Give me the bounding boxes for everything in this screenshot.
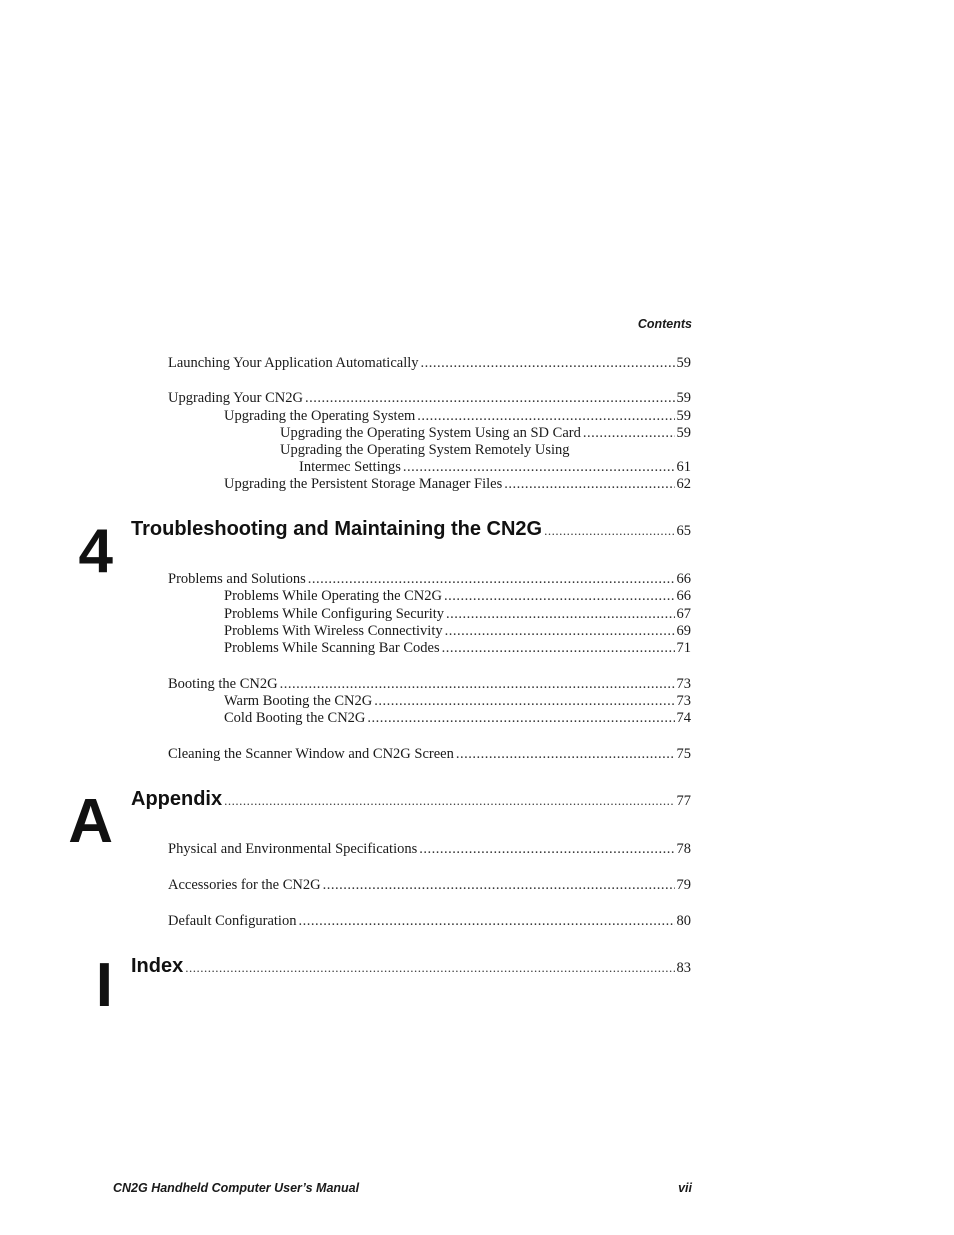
footer-manual-title: CN2G Handheld Computer User’s Manual [113, 1181, 360, 1195]
toc-entry[interactable] [224, 623, 691, 640]
toc-entry[interactable] [224, 476, 691, 493]
dot-leader [583, 425, 675, 442]
toc-entry-page: 73 [676, 676, 691, 692]
toc-entry-page: 66 [676, 571, 691, 587]
index-page: 83 [676, 960, 691, 976]
toc-entry-page: 71 [676, 640, 691, 656]
dot-leader [298, 913, 674, 930]
toc-entry[interactable] [224, 588, 691, 605]
appendix-page: 77 [676, 793, 691, 809]
toc-entry-page: 59 [676, 355, 691, 371]
dot-leader [185, 960, 674, 976]
toc-entry-page: 78 [676, 841, 691, 857]
chapter-title: Troubleshooting and Maintaining the CN2G [131, 518, 543, 540]
dot-leader [442, 640, 675, 657]
toc-entry-title: Warm Booting the CN2G [224, 693, 373, 709]
toc-entry-title: Booting the CN2G [168, 676, 278, 692]
toc-entry[interactable] [168, 841, 691, 858]
toc-entry[interactable] [224, 408, 691, 425]
toc-entry[interactable] [168, 877, 691, 894]
toc-entry-page: 79 [676, 877, 691, 893]
toc-entry-title: Physical and Environmental Specifications [168, 841, 418, 857]
toc-entry-title: Intermec Settings [299, 459, 401, 475]
dot-leader [323, 877, 675, 894]
appendix-heading[interactable] [131, 788, 691, 811]
toc-entry[interactable] [168, 571, 691, 588]
toc-entry[interactable] [299, 459, 691, 476]
toc-entry-page: 75 [676, 746, 691, 762]
dot-leader [504, 476, 674, 493]
toc-entry-page: 80 [676, 913, 691, 929]
dot-leader [445, 623, 675, 640]
dot-leader [403, 459, 675, 476]
dot-leader [446, 606, 674, 623]
dot-leader [367, 710, 674, 727]
toc-entry-page: 61 [676, 459, 691, 475]
dot-leader [456, 746, 675, 763]
toc-entry[interactable] [224, 640, 691, 657]
dot-leader [305, 390, 675, 407]
toc-entry-title: Problems While Configuring Security [224, 606, 445, 622]
toc-entry-page: 74 [676, 710, 691, 726]
toc-entry-title: Default Configuration [168, 913, 297, 929]
dot-leader [419, 841, 674, 858]
index-title: Index [131, 955, 184, 977]
toc-entry[interactable] [280, 425, 691, 442]
toc-entry[interactable] [168, 913, 691, 930]
chapter-heading[interactable] [131, 518, 691, 541]
toc-entry[interactable] [168, 676, 691, 693]
chapter-page: 65 [676, 523, 691, 539]
toc-entry-title: Upgrading the Operating System Remotely Using [280, 442, 570, 458]
toc-entry-page: 67 [676, 606, 691, 622]
toc-entry-page: 59 [676, 390, 691, 406]
dot-leader [444, 588, 674, 605]
toc-entry-title: Upgrading the Operating System [224, 408, 416, 424]
toc-entry[interactable] [224, 710, 691, 727]
dot-leader [544, 523, 674, 539]
toc-entry-title: Upgrading Your CN2G [168, 390, 303, 406]
toc-entry-title: Cold Booting the CN2G [224, 710, 366, 726]
toc-entry-title: Accessories for the CN2G [168, 877, 321, 893]
toc-entry-page: 62 [676, 476, 691, 492]
dot-leader [224, 793, 674, 809]
toc-entry-title: Upgrading the Operating System Using an SD Card [280, 425, 581, 441]
toc-entry-title: Upgrading the Persistent Storage Manager Files [224, 476, 503, 492]
toc-entry[interactable] [168, 355, 691, 372]
running-header: Contents [637, 317, 692, 331]
toc-entry[interactable] [224, 693, 691, 710]
index-heading[interactable] [131, 955, 691, 978]
toc-entry-page: 66 [676, 588, 691, 604]
chapter-number: 4 [78, 517, 113, 586]
appendix-title: Appendix [131, 788, 223, 810]
dot-leader [417, 408, 674, 425]
toc-entry-title: Problems While Scanning Bar Codes [224, 640, 440, 656]
toc-entry-title: Problems With Wireless Connectivity [224, 623, 443, 639]
toc-entry-page: 73 [676, 693, 691, 709]
dot-leader [374, 693, 674, 710]
toc-entry[interactable] [168, 390, 691, 407]
toc-entry[interactable] [168, 746, 691, 763]
toc-entry-line[interactable] [280, 442, 570, 459]
footer-page-number: vii [678, 1181, 692, 1195]
toc-entry[interactable] [224, 606, 691, 623]
dot-leader [421, 355, 675, 372]
toc-entry-title: Problems While Operating the CN2G [224, 588, 443, 604]
toc-entry-title: Launching Your Application Automatically [168, 355, 419, 371]
toc-entry-page: 59 [676, 408, 691, 424]
dot-leader [308, 571, 675, 588]
toc-entry-page: 59 [676, 425, 691, 441]
index-letter: I [95, 951, 113, 1020]
dot-leader [280, 676, 675, 693]
toc-entry-title: Problems and Solutions [168, 571, 306, 587]
toc-entry-page: 69 [676, 623, 691, 639]
appendix-letter: A [68, 787, 113, 856]
toc-entry-title: Cleaning the Scanner Window and CN2G Screen [168, 746, 454, 762]
